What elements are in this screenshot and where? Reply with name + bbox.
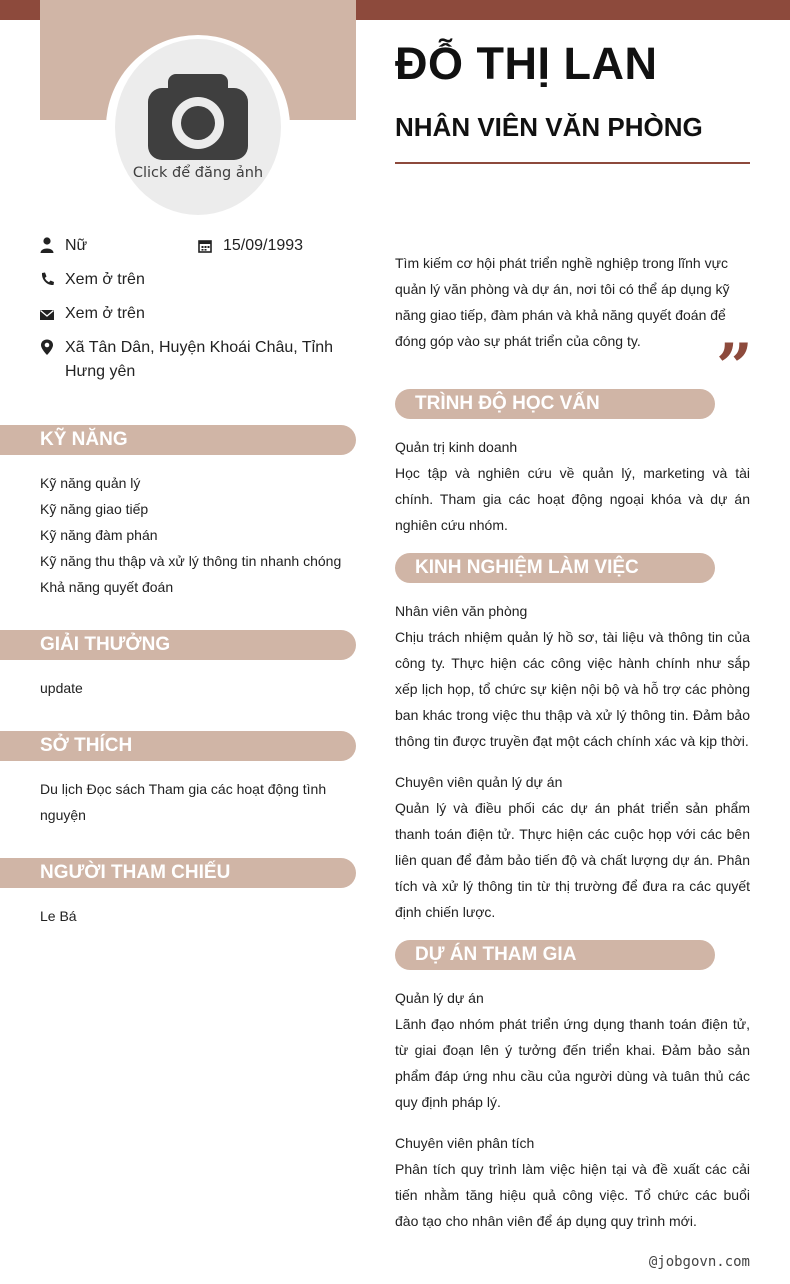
- skill-item: Khả năng quyết đoán: [40, 579, 174, 595]
- phone-row: [40, 268, 340, 292]
- avatar-placeholder[interactable]: [115, 39, 281, 215]
- skill-item: Kỹ năng quản lý: [40, 475, 141, 491]
- references-heading: NGƯỜI THAM CHIẾU: [0, 858, 356, 888]
- hobbies-heading: SỞ THÍCH: [0, 731, 356, 761]
- entry-description: Chịu trách nhiệm quản lý hồ sơ, tài liệu và thông tin của công ty. Thực hiện các công việc hành chính như sắp xếp lịch họp, tổ chức sự kiện nội bộ và hỗ trợ các phòng ban khác trong việc thu thập và xử lý thông tin. Đảm bảo thông tin được truyền đạt một cách chính xác và kịp thời.: [395, 629, 750, 749]
- experience-heading: KINH NGHIỆM LÀM VIỆC: [395, 553, 715, 583]
- gender-value: Nữ: [65, 237, 88, 254]
- address-row: [40, 336, 340, 384]
- entry-title: Chuyên viên phân tích: [395, 1135, 535, 1151]
- phone-value: Xem ở trên: [65, 271, 145, 288]
- email-row: [40, 302, 340, 326]
- job-title: NHÂN VIÊN VĂN PHÒNG: [395, 112, 703, 142]
- awards-text: update: [40, 680, 83, 696]
- birthday-row: [198, 234, 358, 258]
- gender-row: [40, 234, 180, 258]
- career-objective: Tìm kiếm cơ hội phát triển nghề nghiệp trong lĩnh vực quản lý văn phòng và dự án, nơi tôi có thể áp dụng kỹ năng giao tiếp, đàm phán và khả năng quyết đoán để đóng góp vào sự phát triển của công ty.: [395, 255, 730, 349]
- location-pin-icon: [40, 339, 54, 355]
- experience-entry: [395, 769, 750, 925]
- candidate-name: ĐỖ THỊ LAN: [395, 38, 658, 89]
- project-entry: [395, 985, 750, 1115]
- entry-description: Học tập và nghiên cứu về quản lý, marketing và tài chính. Tham gia các hoạt động ngoại khóa và dự án nghiên cứu nhóm.: [395, 465, 750, 533]
- skill-item: Kỹ năng thu thập và xử lý thông tin nhanh chóng: [40, 553, 342, 569]
- email-value: Xem ở trên: [65, 305, 145, 322]
- awards-heading: GIẢI THƯỞNG: [0, 630, 356, 660]
- phone-icon: [40, 271, 54, 287]
- skills-list: [40, 470, 356, 600]
- entry-description: Lãnh đạo nhóm phát triển ứng dụng thanh toán điện tử, từ giai đoạn lên ý tưởng đến triển khai. Đảm bảo sản phẩm đáp ứng nhu cầu của người dùng và tuân thủ các quy định pháp lý.: [395, 1016, 750, 1110]
- envelope-icon: [40, 307, 54, 323]
- entry-title: Chuyên viên quản lý dự án: [395, 774, 563, 790]
- entry-title: Nhân viên văn phòng: [395, 603, 528, 619]
- entry-description: Quản lý và điều phối các dự án phát triển sản phẩm thanh toán điện tử. Thực hiện các cuộc họp với các bên liên quan để đảm bảo tiến độ và chất lượng dự án. Phân tích và xử lý thông tin từ thị trường để đưa ra các quyết định chiến lược.: [395, 800, 750, 920]
- skill-item: Kỹ năng đàm phán: [40, 527, 158, 543]
- brand-watermark: @jobgovn.com: [648, 1254, 750, 1270]
- person-icon: [40, 237, 54, 253]
- hobbies-text: Du lịch Đọc sách Tham gia các hoạt động tình nguyện: [40, 781, 327, 823]
- photo-upload-label: Click để đăng ảnh: [132, 165, 264, 181]
- address-value: Xã Tân Dân, Huyện Khoái Châu, Tỉnh Hưng yên: [65, 339, 334, 380]
- entry-title: Quản lý dự án: [395, 990, 484, 1006]
- references-text: Le Bá: [40, 908, 77, 924]
- birthday-value: 15/09/1993: [223, 237, 304, 254]
- camera-icon: [148, 74, 248, 160]
- skill-item: Kỹ năng giao tiếp: [40, 501, 149, 517]
- skills-heading: KỸ NĂNG: [0, 425, 356, 455]
- education-heading: TRÌNH ĐỘ HỌC VẤN: [395, 389, 715, 419]
- entry-title: Quản trị kinh doanh: [395, 439, 518, 455]
- title-divider: [395, 162, 750, 164]
- calendar-icon: [198, 238, 212, 254]
- entry-description: Phân tích quy trình làm việc hiện tại và đề xuất các cải tiến nhằm tăng hiệu quả công việc. Tổ chức các buổi đào tạo cho nhân viên để áp dụng quy trình mới.: [395, 1161, 750, 1229]
- quote-mark-icon: ”: [716, 330, 753, 405]
- avatar-upload[interactable]: [106, 35, 290, 219]
- project-entry: [395, 1130, 750, 1234]
- experience-entry: [395, 598, 750, 754]
- projects-heading: DỰ ÁN THAM GIA: [395, 940, 715, 970]
- education-entry: [395, 434, 750, 538]
